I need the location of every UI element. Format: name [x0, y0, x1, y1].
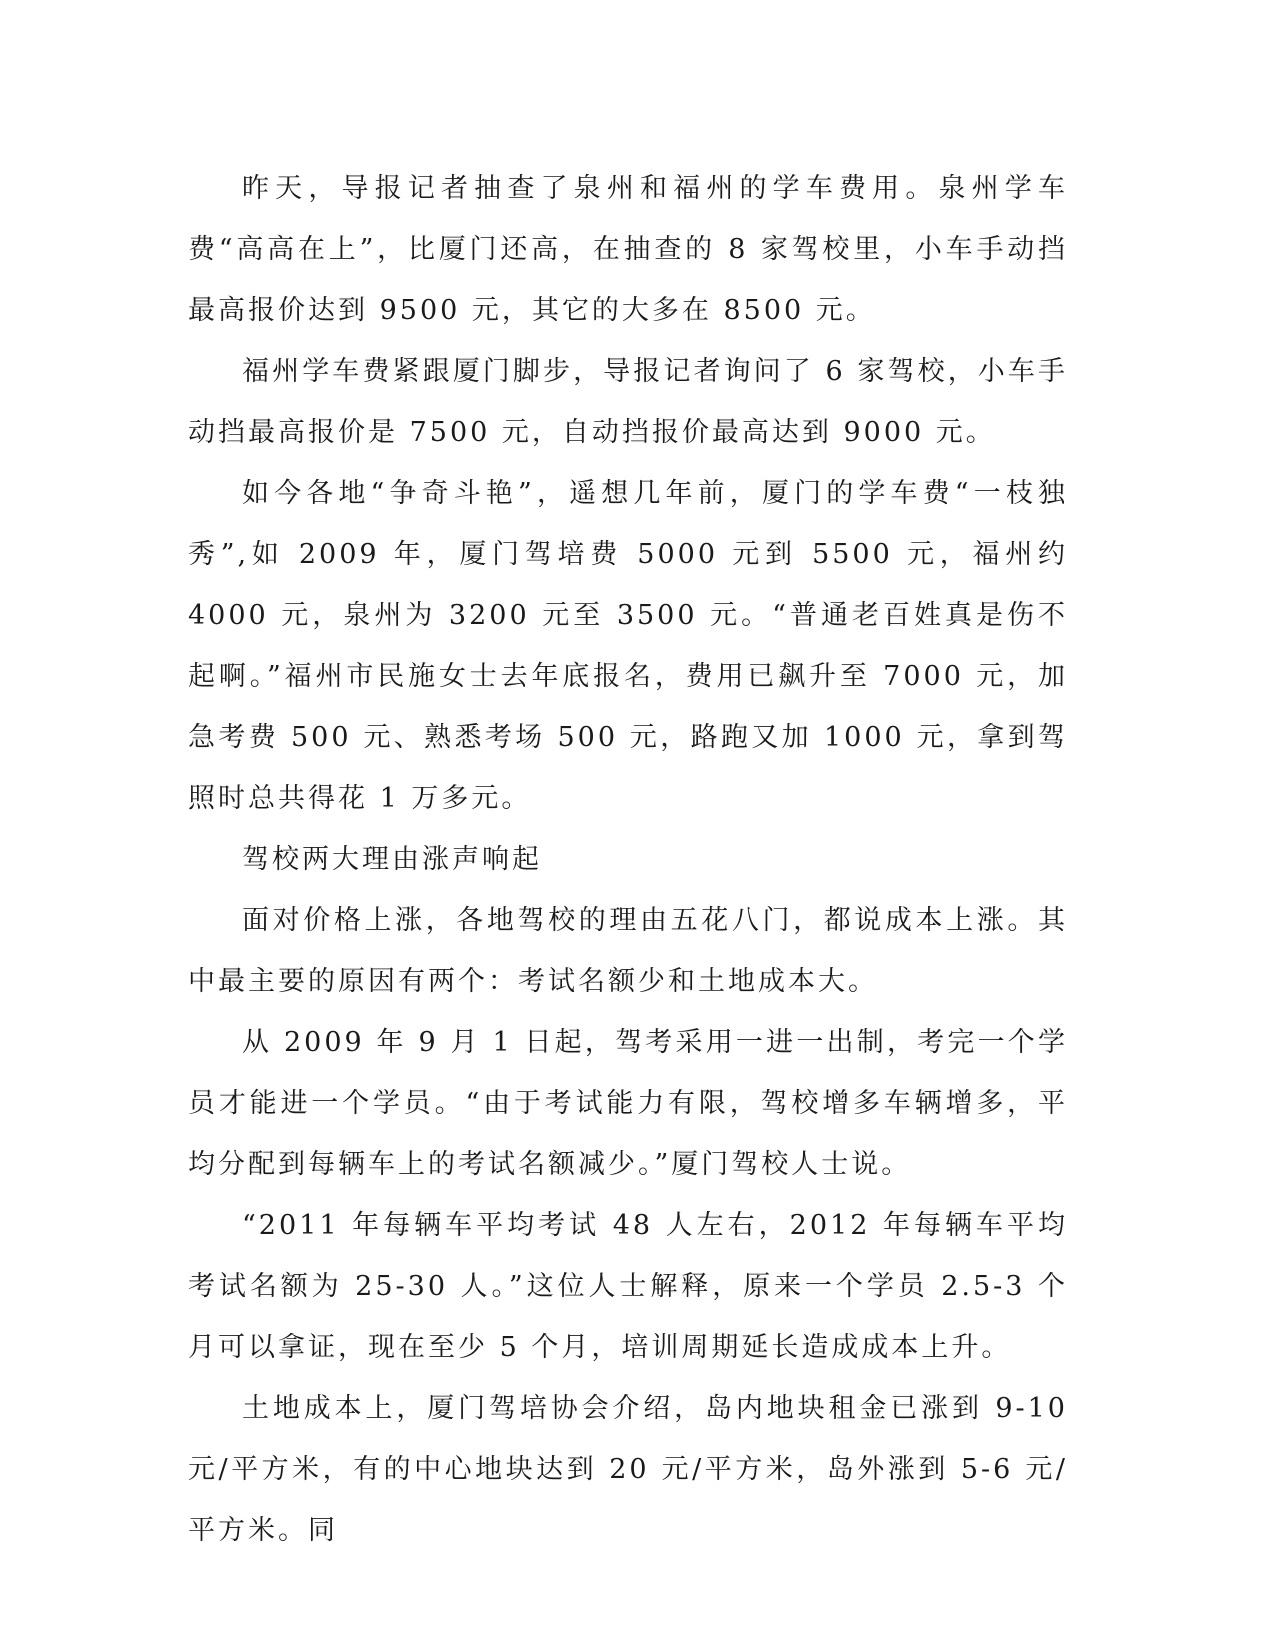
- paragraph-exam-quota: “2011 年每辆车平均考试 48 人左右，2012 年每辆车平均考试名额为 25-30 人。”这位人士解释，原来一个学员 2.5-3 个月可以拿证，现在至少 5 个月，培训周期延长造成成本上升。: [188, 1210, 1068, 1363]
- paragraph-land-cost: 土地成本上，厦门驾培协会介绍，岛内地块租金已涨到 9-10 元/平方米，有的中心地块达到 20 元/平方米，岛外涨到 5-6 元/平方米。同: [188, 1393, 1068, 1546]
- paragraph-fuzhou-fees: 福州学车费紧跟厦门脚步，导报记者询问了 6 家驾校，小车手动挡最高报价是 7500 元，自动挡报价最高达到 9000 元。: [188, 356, 1068, 448]
- section-heading-reasons: 驾校两大理由涨声响起: [242, 844, 542, 875]
- paragraph-fee-history: 如今各地“争奇斗艳”，遥想几年前，厦门的学车费“一枝独秀”,如 2009 年，厦门驾培费 5000 元到 5500 元，福州约 4000 元，泉州为 3200 元至 3500 元。“普通老百姓真是伤不起啊。”福州市民施女士去年底报名，费用已飙升至 7000 元，加急考费 500 元、熟悉考场 500 元，路跑又加 1000 元，拿到驾照时总共得花 1 万多元。: [188, 478, 1068, 814]
- paragraph-exam-system: 从 2009 年 9 月 1 日起，驾考采用一进一出制，考完一个学员才能进一个学员。“由于考试能力有限，驾校增多车辆增多，平均分配到每辆车上的考试名额减少。”厦门驾校人士说。: [188, 1027, 1068, 1180]
- article-body: [188, 158, 1068, 1561]
- paragraph-cost-reasons: 面对价格上涨，各地驾校的理由五花八门，都说成本上涨。其中最主要的原因有两个：考试名额少和土地成本大。: [188, 905, 1068, 997]
- paragraph-quanzhou-fees: 昨天，导报记者抽查了泉州和福州的学车费用。泉州学车费“高高在上”，比厦门还高，在抽查的 8 家驾校里，小车手动挡最高报价达到 9500 元，其它的大多在 8500 元。: [188, 173, 1068, 326]
